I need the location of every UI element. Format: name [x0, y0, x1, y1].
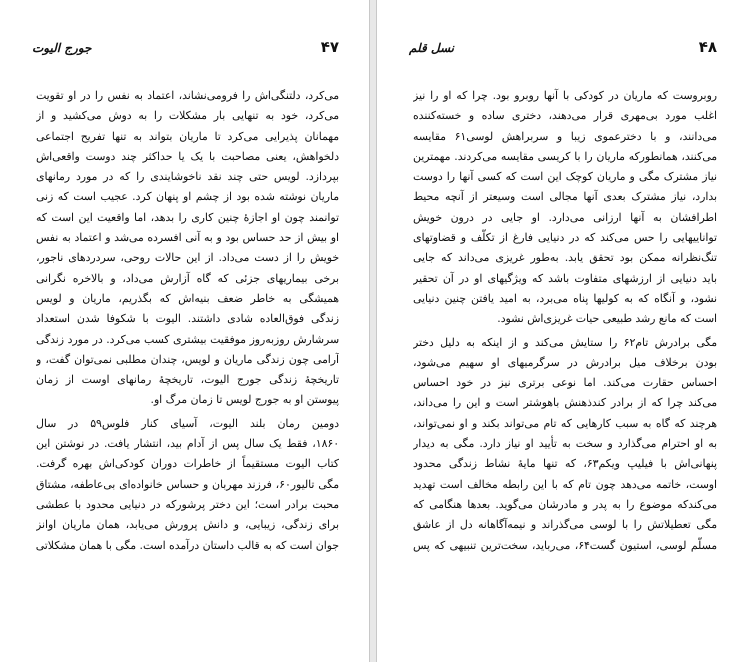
text-line: می‌کند چرا که از برادر کندذهنش باهوشتر است و این را می‌داند، [413, 396, 717, 410]
text-line: خویش را از دست می‌داد. از این حالات روحی، سردردهای ناجور، [36, 251, 339, 265]
left-page [0, 0, 370, 662]
text-line: پیوستن او به جورج لویس تا زمان مرگ او. [150, 393, 339, 407]
text-line: توانمند چون او اجازهٔ چنین کاری را بدهد، اما واقعیت این است که [36, 210, 339, 224]
text-line: پنهانی‌اش با فیلیپ ویکم۶۳، که تنها مایهٔ نشاط زندگی محدود [413, 457, 717, 471]
text-line: هرچند که گاه به سبب کارهایی که تام می‌تواند بکند و او نمی‌تواند، [413, 416, 717, 430]
text-line: نشود، و آنگاه که به کولیها پناه می‌برد، به امید یافتن چنین دنیایی [413, 291, 717, 305]
right-page-number: ۴۸ [698, 38, 717, 56]
text-line: اطرافشان به آنها ارزانی می‌دارد. او جایی در درون خویش [413, 210, 717, 224]
text-line: جوان است که به قالب داستان درآمده است. مگی با همان مشکلاتی [36, 538, 339, 552]
text-line: می‌دانند، و با دخترعموی زیبا و سربراهش لوسی۶۱ مقایسه [413, 129, 717, 143]
text-line: بپردازد. لویس حتی چند نقد ناخوشایندی را که در مورد رمانهای [36, 170, 339, 184]
text-line: می‌کندکه موضوع را به پدر و مادرشان می‌گوید. بعدها هنگامی که [413, 497, 717, 511]
text-line: اغلب مورد بی‌مهری قرار می‌دهند، دختری ساده و خسته‌کننده [413, 109, 717, 123]
left-page-text [36, 86, 339, 556]
right-page-header [409, 38, 717, 58]
text-line: مهمانان پذیرایی می‌کرد تا ماریان بتواند به تنها تفریح اجتماعی [36, 129, 339, 143]
text-line: نیاز مشترک مگی و ماریان کوچک این است که کسی آنها را دوست [413, 170, 717, 184]
text-line: می‌کرد، دلتنگی‌اش را فرومی‌نشاند، اعتماد به نفس را در او تقویت [36, 89, 339, 102]
text-line: مگی تعطیلاتش را با لوسی می‌گذراند و نیمه‌آگاهانه دل از عاشق [413, 518, 717, 532]
text-line: برای زندگی، زیبایی، و دانش پرورش می‌یابد، همان ماریان اوانز [36, 518, 339, 532]
text-line: مگی تالیور۶۰، فرزند مهربان و حساس خانواده‌ای بی‌عاطفه، مشتاق [36, 477, 339, 491]
right-page-text [413, 86, 717, 556]
text-line: زندگی فوق‌العاده شادی داشتند. الیوت با شکوفا شدن استعداد [36, 312, 339, 326]
text-line: به او احترام می‌گذارد و سخت به تأیید او نیاز دارد. مگی به دیدار [413, 437, 717, 451]
text-line: تاریخچهٔ زندگی جورج الیوت، تاریخچهٔ رمانهای اوست از زمان [36, 373, 339, 387]
text-line: کتاب الیوت مستقیماً از خاطرات دوران کودکی‌اش بهره گرفت. [36, 457, 339, 471]
text-line: است که مانع رشد طبیعی حیات غریزی‌اش نشود. [497, 312, 717, 326]
text-line: بودن برخلاف میل برادرش در سرگرمیهای او سهیم می‌شود، [413, 355, 717, 369]
right-running-title: نسل قلم [409, 41, 455, 55]
text-line: تنگ‌نظرانه ممکن بود تحقق یابد. به‌طور غریزی می‌داند که جایی [413, 251, 717, 265]
text-line: تواناییهایی را حس می‌کند که در دنیایی فارغ از تکلّف و قضاوتهای [413, 231, 717, 245]
text-line: ماریان نوشته شده بود از چشم او پنهان کرد. عجیب است که زنی [36, 190, 339, 204]
text-line: سرشارش روزبه‌روز موفقیت بیشتری کسب می‌کرد. در مورد زندگی [36, 332, 339, 346]
text-line: ۱۸۶۰، فقط یک سال پس از آدام بید، انتشار یافت. در نوشتن این [36, 437, 339, 451]
text-line: او بیش از حد حساس بود و به آنی افسرده می‌شد و اعتماد به نفس [36, 231, 339, 245]
left-page-number: ۴۷ [320, 38, 339, 56]
text-line: باید دنیایی از ارزشهای متفاوت باشد که ویژگیهای او در آن تحقیر [413, 271, 717, 285]
text-line: دومین رمان بلند الیوت، آسیای کنار فلوس۵۹ در سال [36, 416, 339, 430]
text-line: مگی برادرش تام۶۲ را ستایش می‌کند و از اینکه به دلیل دختر [413, 335, 717, 349]
text-line: آرامی چون زندگی ماریان و لویس، چندان مطلبی نمی‌توان گفت، و [36, 352, 339, 366]
text-line: می‌کرد، خود به تنهایی بار مشکلات را به دوش می‌کشید و از [36, 109, 339, 123]
text-line: بدارد، نیاز مشترک بعدی آنها مجالی است وسیعتر از آنچه محیط [413, 190, 717, 204]
text-line: محبت برادر است؛ این دختر پرشورکه در دنیایی محدود با عطشی [36, 497, 339, 511]
text-line: اوست، خاتمه می‌دهد چون تام که با این رابطه مخالف است تهدید [413, 477, 717, 491]
text-line: احساس حقارت می‌کند. اما نوعی برتری نیز در خود احساس [413, 376, 717, 390]
text-line: دلخواهش، یعنی مصاحبت با یک یا حداکثر چند دوست واقعی‌اش [36, 149, 339, 163]
right-page [376, 0, 747, 662]
text-line: برخی بیماریهای جزئی که گاه آزارش می‌داد، و بالاخره نگرانی [36, 271, 339, 285]
text-line: می‌کنند، همانطورکه ماریان را با کریسی مقایسه می‌کردند. مهمترین [413, 149, 717, 163]
text-line: همیشگی به خاطر ضعف بنیه‌اش که بگذریم، ماریان و لویس [36, 291, 339, 305]
text-line: مسلّم لوسی، استیون گست۶۴، می‌رباید، سخت‌ترین تنبیهی که پس [413, 538, 717, 552]
left-page-header [32, 38, 339, 58]
left-running-title: جورج الیوت [32, 41, 92, 55]
text-line: روبروست که ماریان در کودکی با آنها روبرو بود. چرا که او را نیز [413, 89, 717, 102]
